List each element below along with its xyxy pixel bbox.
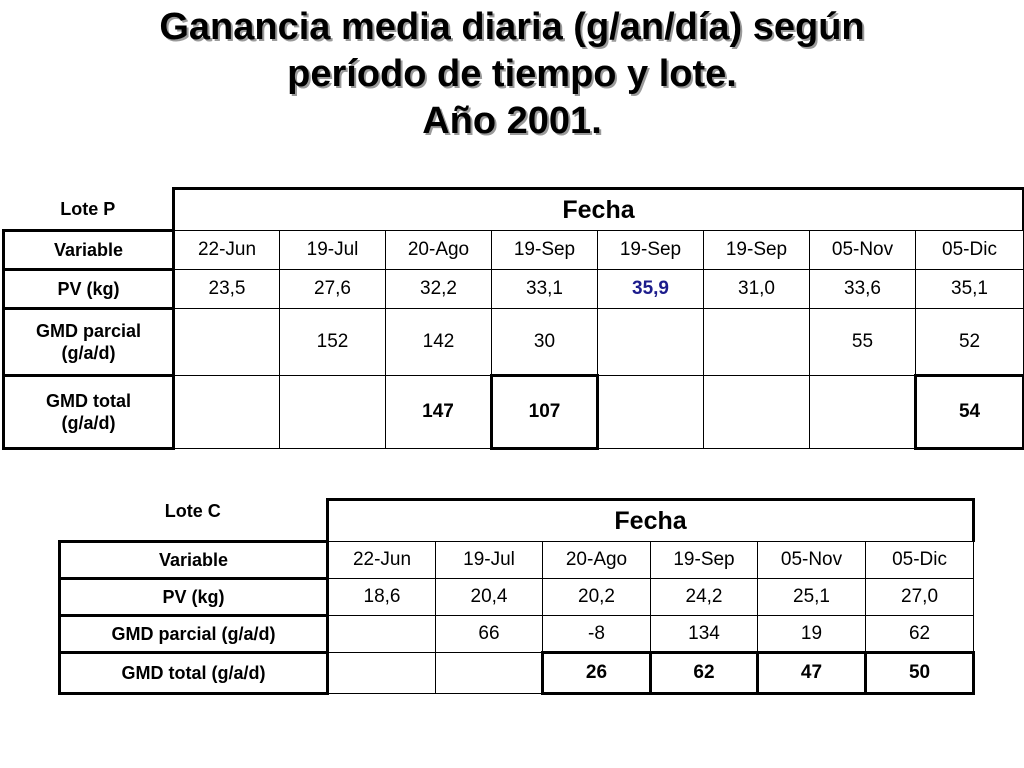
lote-c-gmd-parcial-cell: -8 (543, 616, 651, 653)
lote-c-gmd-parcial-cell: 62 (866, 616, 974, 653)
lote-p-gmd-parcial-cell: 142 (386, 309, 492, 376)
lote-p-variable-header: Variable (4, 231, 174, 270)
lote-p-fecha-header: Fecha (174, 189, 1024, 231)
title-line-1: Ganancia media diaria (g/an/día) según (159, 6, 865, 48)
lote-c-gmd-total-cell: 26 (543, 653, 651, 694)
slide-title (0, 4, 1024, 145)
lote-p-gmd-total-cell (280, 376, 386, 449)
lote-p-gmd-parcial-cell (704, 309, 810, 376)
lote-p-gmd-total-cell (810, 376, 916, 449)
lote-c-date: 19-Jul (436, 542, 543, 579)
lote-p-table (2, 187, 1024, 450)
lote-p-date: 19-Sep (598, 231, 704, 270)
lote-p-pv-label: PV (kg) (4, 270, 174, 309)
lote-p-gmd-parcial-cell: 152 (280, 309, 386, 376)
lote-c-date: 05-Nov (758, 542, 866, 579)
lote-c-pv-label: PV (kg) (60, 579, 328, 616)
lote-p-gmd-total-cell: 54 (916, 376, 1024, 449)
lote-p-date: 05-Dic (916, 231, 1024, 270)
lote-p-gmd-parcial-label-line2: (g/a/d) (61, 343, 116, 363)
lote-c-date: 22-Jun (328, 542, 436, 579)
lote-p-gmd-total-cell (174, 376, 280, 449)
lote-c-gmd-total-cell: 50 (866, 653, 974, 694)
title-line-2: período de tiempo y lote. (287, 53, 737, 95)
lote-p-gmd-total-label (4, 376, 174, 449)
lote-p-label: Lote P (60, 198, 116, 219)
lote-p-date: 20-Ago (386, 231, 492, 270)
lote-p-gmd-parcial-cell: 30 (492, 309, 598, 376)
lote-c-pv-cell: 25,1 (758, 579, 866, 616)
lote-c-gmd-total-cell: 62 (651, 653, 758, 694)
lote-p-gmd-parcial-cell: 52 (916, 309, 1024, 376)
lote-p-gmd-parcial-cell (174, 309, 280, 376)
lote-c-gmd-parcial-cell: 19 (758, 616, 866, 653)
lote-c-pv-cell: 27,0 (866, 579, 974, 616)
lote-p-gmd-parcial-label-line1: GMD parcial (35, 321, 142, 341)
lote-p-pv-cell: 27,6 (280, 270, 386, 309)
lote-p-pv-cell: 33,1 (492, 270, 598, 309)
lote-c-gmd-parcial-cell: 134 (651, 616, 758, 653)
lote-c-fecha-header: Fecha (328, 500, 974, 542)
lote-p-gmd-total-cell (598, 376, 704, 449)
title-line-3: Año 2001. (422, 100, 602, 142)
lote-p-date: 19-Jul (280, 231, 386, 270)
lote-c-gmd-total-cell (328, 653, 436, 694)
lote-c-gmd-total-cell (436, 653, 543, 694)
lote-p-pv-cell: 32,2 (386, 270, 492, 309)
lote-p-date: 05-Nov (810, 231, 916, 270)
lote-p-gmd-parcial-cell (598, 309, 704, 376)
lote-p-date: 19-Sep (704, 231, 810, 270)
lote-c-gmd-parcial-cell (328, 616, 436, 653)
lote-c-date: 20-Ago (543, 542, 651, 579)
lote-p-date: 22-Jun (174, 231, 280, 270)
lote-p-pv-cell: 35,1 (916, 270, 1024, 309)
lote-c-table (58, 498, 975, 695)
lote-p-pv-cell: 23,5 (174, 270, 280, 309)
lote-p-gmd-total-cell: 147 (386, 376, 492, 449)
lote-p-gmd-parcial-cell: 55 (810, 309, 916, 376)
lote-c-pv-cell: 20,2 (543, 579, 651, 616)
lote-p-pv-cell: 33,6 (810, 270, 916, 309)
lote-p-gmd-total-cell: 107 (492, 376, 598, 449)
lote-c-pv-cell: 18,6 (328, 579, 436, 616)
lote-c-gmd-parcial-label: GMD parcial (g/a/d) (60, 616, 328, 653)
lote-p-gmd-parcial-label (4, 309, 174, 376)
lote-c-gmd-parcial-cell: 66 (436, 616, 543, 653)
lote-c-gmd-total-label: GMD total (g/a/d) (60, 653, 328, 694)
lote-c-gmd-total-cell: 47 (758, 653, 866, 694)
lote-c-date: 05-Dic (866, 542, 974, 579)
lote-p-gmd-total-label-line1: GMD total (46, 391, 131, 411)
lote-p-pv-cell-highlight: 35,9 (598, 270, 704, 309)
lote-c-variable-header: Variable (60, 542, 328, 579)
lote-c-date: 19-Sep (651, 542, 758, 579)
lote-p-gmd-total-cell (704, 376, 810, 449)
lote-c-label: Lote C (164, 500, 221, 521)
lote-p-pv-cell: 31,0 (704, 270, 810, 309)
lote-p-date: 19-Sep (492, 231, 598, 270)
lote-c-pv-cell: 24,2 (651, 579, 758, 616)
lote-c-pv-cell: 20,4 (436, 579, 543, 616)
lote-p-gmd-total-label-line2: (g/a/d) (61, 413, 116, 433)
